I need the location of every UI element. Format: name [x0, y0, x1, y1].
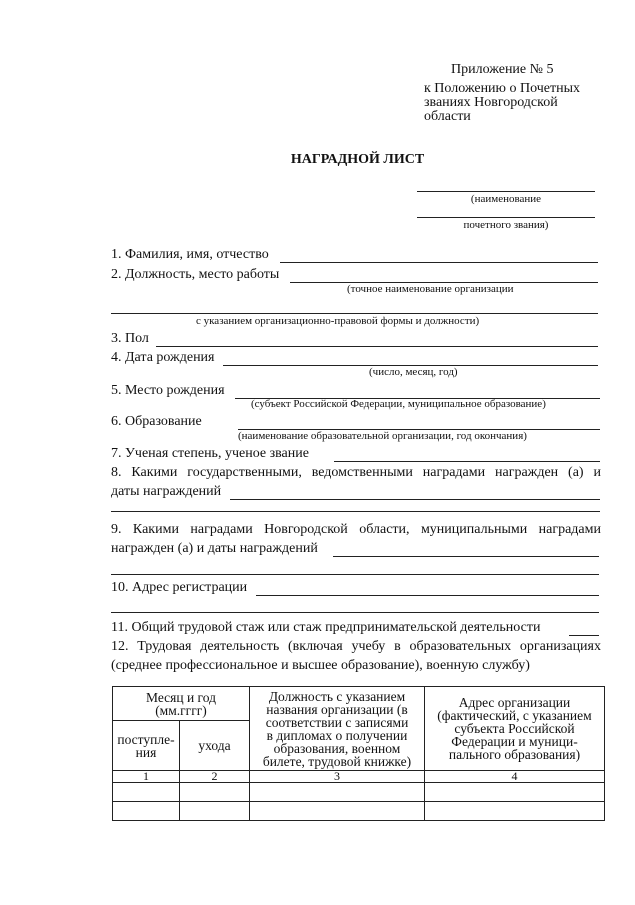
field-11-label: 11. Общий трудовой стаж или стаж предпринимательской деятельности	[111, 620, 541, 635]
field-8-label-line-2: даты награждений	[111, 484, 222, 499]
field-9-label-line-1: 9. Какими наградами Новгородской области, муниципальными наградами	[111, 522, 601, 537]
field-6-label: 6. Образование	[111, 414, 202, 429]
field-10-line[interactable]	[256, 595, 599, 596]
header-month-year-line-1: Месяц и год	[146, 689, 216, 705]
header-address-line: Адрес организации	[458, 695, 571, 710]
column-number: 2	[180, 771, 250, 783]
table-cell[interactable]	[180, 802, 250, 821]
field-10-line-2[interactable]	[111, 612, 599, 613]
employment-table	[112, 686, 605, 821]
field-4-label: 4. Дата рождения	[111, 350, 215, 365]
appendix-line-2: званиях Новгородской	[424, 95, 558, 110]
table-row	[113, 802, 605, 821]
header-month-year-line-2: (мм.гггг)	[155, 702, 207, 718]
field-1-label: 1. Фамилия, имя, отчество	[111, 247, 269, 262]
field-3-line[interactable]	[156, 346, 598, 347]
field-1-line[interactable]	[280, 262, 598, 263]
field-6-hint: (наименование образовательной организации, год окончания)	[238, 430, 527, 442]
header-address-line: Федерации и муници-	[451, 734, 578, 749]
field-5-label: 5. Место рождения	[111, 383, 225, 398]
header-position-line: соответствии с записями	[265, 714, 409, 730]
honor-title-hint-1: (наименование	[470, 193, 542, 205]
header-start	[113, 721, 180, 771]
header-address	[425, 687, 605, 771]
field-7-line[interactable]	[334, 461, 600, 462]
column-number: 4	[425, 771, 605, 783]
appendix-line-3: области	[424, 109, 471, 124]
header-leave: ухода	[180, 721, 250, 771]
field-9-label-line-2: награжден (а) и даты награждений	[111, 541, 318, 556]
header-position-line: Должность с указанием	[268, 688, 406, 704]
header-position-line: билете, трудовой книжке)	[262, 753, 412, 769]
header-position-line: образования, военном	[273, 740, 401, 756]
field-2-hint-1: (точное наименование организации	[347, 283, 514, 295]
appendix-title: Приложение № 5	[451, 62, 554, 77]
field-12-label-line-1: 12. Трудовая деятельность (включая учебу в образовательных организациях	[111, 639, 601, 654]
table-cell[interactable]	[113, 783, 180, 802]
field-11-line[interactable]	[569, 635, 599, 636]
table-cell[interactable]	[250, 802, 425, 821]
table-cell[interactable]	[250, 783, 425, 802]
column-number: 1	[113, 771, 180, 783]
header-start-line-2: ния	[135, 744, 157, 760]
field-5-hint: (субъект Российской Федерации, муниципальное образование)	[251, 398, 546, 410]
field-2-line-2[interactable]	[111, 313, 598, 314]
document-title: НАГРАДНОЙ ЛИСТ	[290, 152, 425, 167]
table-row	[113, 783, 605, 802]
appendix-line-1: к Положению о Почетных	[424, 81, 581, 96]
header-address-line: субъекта Российской	[454, 721, 575, 736]
field-3-label: 3. Пол	[111, 331, 149, 346]
field-4-hint: (число, месяц, год)	[369, 366, 458, 378]
field-9-line[interactable]	[333, 556, 599, 557]
field-2-hint-2: с указанием организационно-правовой формы и должности)	[196, 315, 480, 327]
header-address-line: (фактический, с указанием	[437, 708, 592, 723]
field-8-line-2[interactable]	[111, 511, 600, 512]
honor-title-line-2[interactable]	[417, 217, 595, 218]
header-position-line: названия организации (в	[266, 701, 408, 717]
field-12-label-line-2: (среднее профессиональное и высшее образование), военную службу)	[111, 658, 530, 673]
header-address-line: пального образования)	[448, 747, 581, 762]
field-7-label: 7. Ученая степень, ученое звание	[111, 446, 309, 461]
honor-title-line-1[interactable]	[417, 191, 595, 192]
table-cell[interactable]	[180, 783, 250, 802]
field-10-label: 10. Адрес регистрации	[111, 580, 248, 595]
table-cell[interactable]	[113, 802, 180, 821]
field-2-label: 2. Должность, место работы	[111, 267, 280, 282]
honor-title-hint-2: почетного звания)	[463, 219, 549, 231]
field-8-label-line-1: 8. Какими государственными, ведомственными наградами награжден (а) и	[111, 465, 601, 480]
header-start-line-1: поступле-	[117, 731, 175, 747]
column-number: 3	[250, 771, 425, 783]
table-cell[interactable]	[425, 783, 605, 802]
header-month-year	[113, 687, 250, 721]
field-8-line[interactable]	[230, 499, 600, 500]
table-cell[interactable]	[425, 802, 605, 821]
header-position-line: в дипломах о получении	[266, 727, 408, 743]
header-position	[250, 687, 425, 771]
field-9-line-2[interactable]	[111, 574, 599, 575]
